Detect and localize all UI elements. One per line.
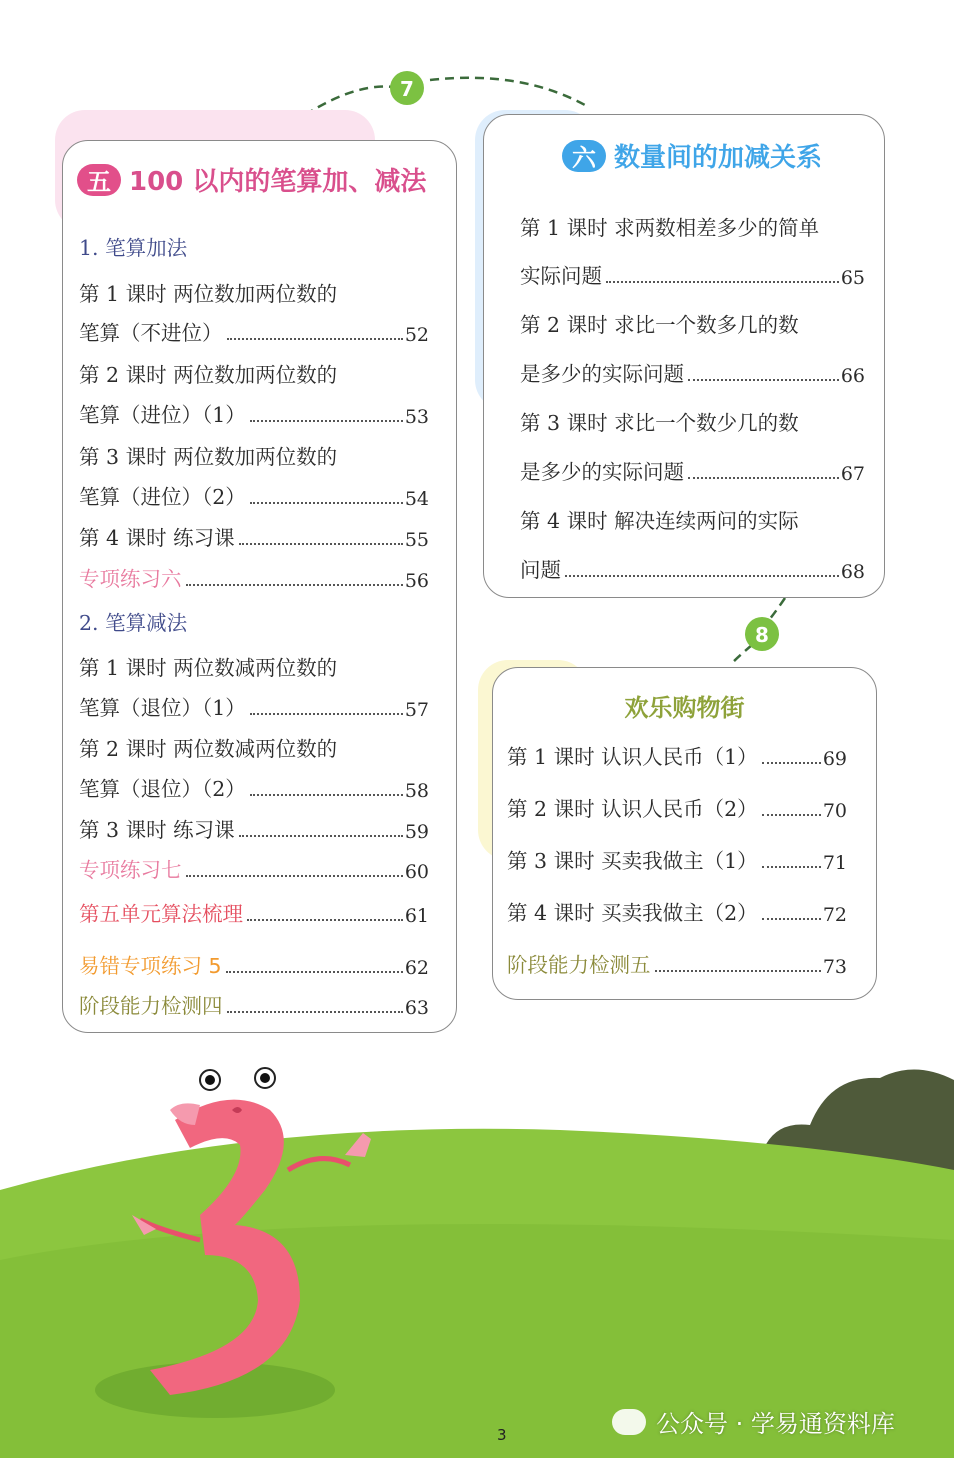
toc-row[interactable]: 笔算（进位）（1） 53 [79, 403, 429, 428]
svg-text:7: 7 [400, 77, 414, 101]
toc-row[interactable]: 实际问题 65 [520, 264, 865, 289]
toc-line: 第 1 课时 两位数加两位数的 [79, 282, 338, 306]
toc-row[interactable]: 易错专项练习 5 62 [79, 954, 429, 979]
svg-text:8: 8 [755, 623, 769, 647]
toc-row[interactable]: 专项练习七 60 [79, 858, 429, 883]
toc-row[interactable]: 阶段能力检测四 63 [79, 994, 429, 1019]
toc-row[interactable]: 专项练习六 56 [79, 567, 429, 592]
watermark: 公众号 · 学易通资料库 [612, 1404, 895, 1439]
toc-line: 第 2 课时 两位数加两位数的 [79, 363, 338, 387]
toc-row[interactable]: 第 3 课时 买卖我做主（1） 71 [507, 849, 847, 874]
toc-row[interactable]: 是多少的实际问题 67 [520, 460, 865, 485]
section5-panel [62, 140, 457, 1033]
shopping-panel [492, 667, 877, 1000]
subsection-title: 2. 笔算减法 [79, 611, 188, 635]
toc-line: 第 2 课时 两位数减两位数的 [79, 737, 338, 761]
toc-line: 第 1 课时 求两数相差多少的简单 [520, 216, 820, 240]
toc-row[interactable]: 第 3 课时 练习课 59 [79, 818, 429, 843]
section6-panel [483, 114, 885, 598]
toc-row[interactable]: 阶段能力检测五 73 [507, 953, 847, 978]
toc-row[interactable]: 第 2 课时 认识人民币（2） 70 [507, 797, 847, 822]
toc-row[interactable]: 第 4 课时 买卖我做主（2） 72 [507, 901, 847, 926]
section6-badge: 六 [562, 140, 606, 172]
section6-title-text: 数量间的加减关系 [614, 143, 823, 173]
section5-title-text: 100 以内的笔算加、减法 [129, 167, 427, 197]
page-number: 3 [497, 1426, 507, 1444]
subsection-title: 1. 笔算加法 [79, 236, 188, 260]
toc-row[interactable]: 笔算（退位）（2） 58 [79, 777, 429, 802]
toc-row[interactable]: 笔算（进位）（2） 54 [79, 485, 429, 510]
toc-line: 第 3 课时 求比一个数少几的数 [520, 411, 799, 435]
toc-row[interactable]: 笔算（不进位） 52 [79, 321, 429, 346]
section6-title [562, 137, 822, 174]
shopping-title: 欢乐购物街 [624, 694, 745, 722]
toc-row[interactable]: 是多少的实际问题 66 [520, 362, 865, 387]
toc-line: 第 4 课时 解决连续两问的实际 [520, 509, 799, 533]
toc-line: 第 2 课时 求比一个数多几的数 [520, 313, 799, 337]
section5-title [77, 161, 426, 198]
toc-row[interactable]: 问题 68 [520, 558, 865, 583]
toc-line: 第 3 课时 两位数加两位数的 [79, 445, 338, 469]
toc-row[interactable]: 第五单元算法梳理 61 [79, 902, 429, 927]
section5-badge: 五 [77, 164, 121, 196]
toc-row[interactable]: 笔算（退位）（1） 57 [79, 696, 429, 721]
wechat-icon [612, 1409, 646, 1435]
toc-line: 第 1 课时 两位数减两位数的 [79, 656, 338, 680]
toc-row[interactable]: 第 4 课时 练习课 55 [79, 526, 429, 551]
toc-row[interactable]: 第 1 课时 认识人民币（1） 69 [507, 745, 847, 770]
